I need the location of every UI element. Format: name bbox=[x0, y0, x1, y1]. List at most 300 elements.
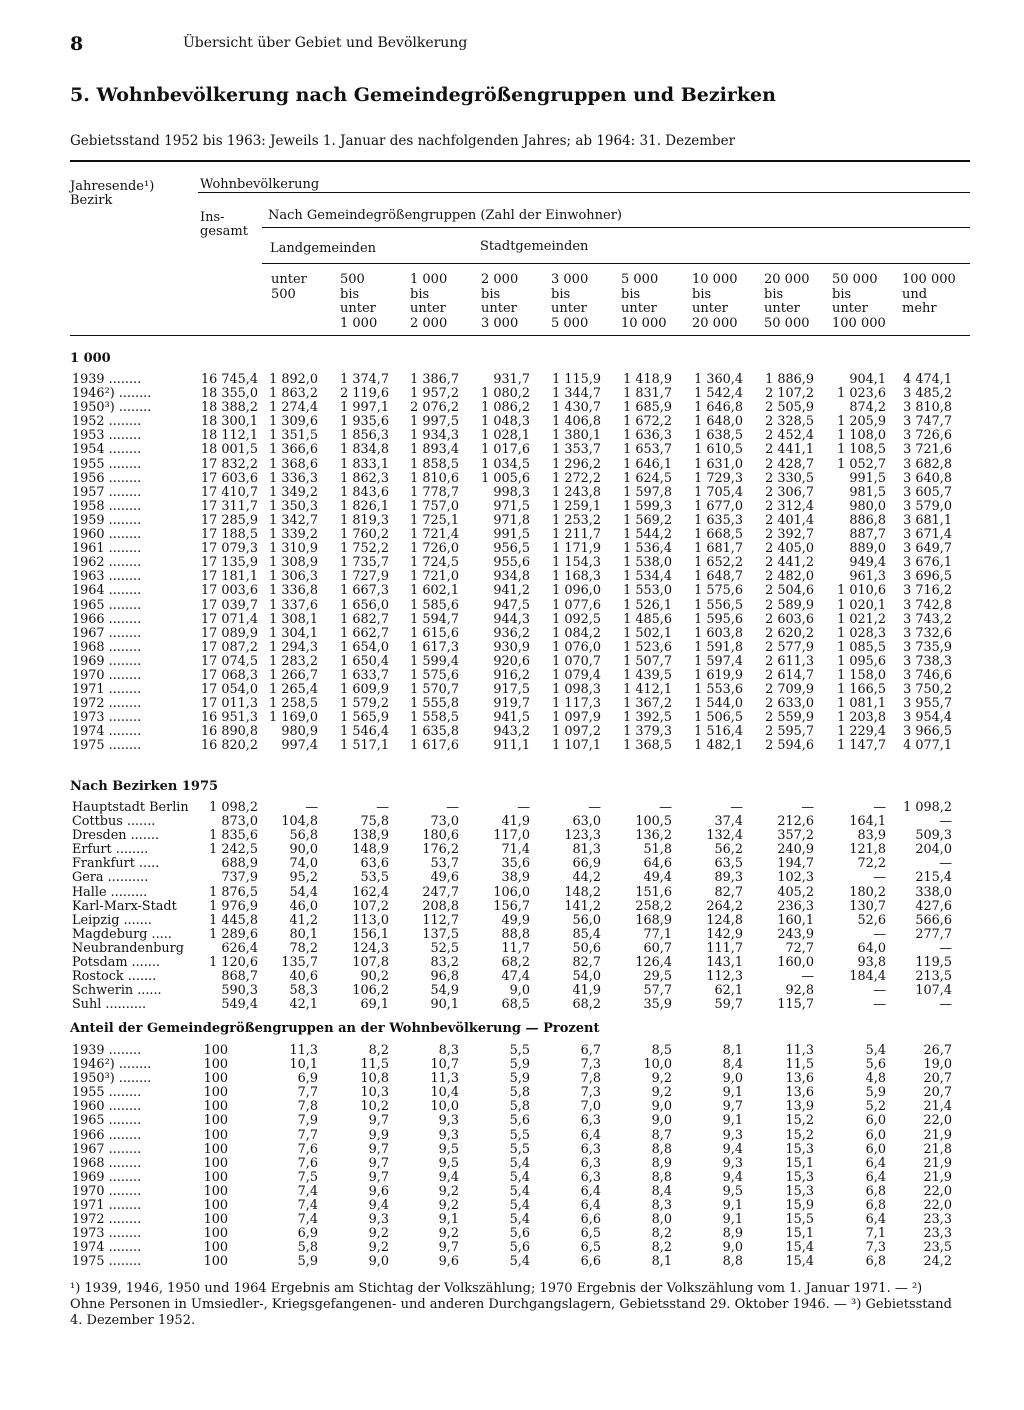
table-row bbox=[72, 443, 972, 457]
column-header-line: unter bbox=[410, 301, 446, 316]
table-cell: 258,2 bbox=[635, 898, 672, 914]
column-header-line: 5 000 bbox=[621, 272, 659, 287]
row-label: 1971 ........ bbox=[72, 1198, 142, 1214]
table-cell: 1 724,5 bbox=[410, 555, 459, 571]
table-cell: 1 843,6 bbox=[340, 484, 389, 500]
table-row bbox=[72, 458, 972, 472]
column-header-line: unter bbox=[621, 301, 657, 316]
table-cell: 119,5 bbox=[915, 955, 952, 971]
table-cell: 6,8 bbox=[865, 1198, 886, 1214]
table-cell: 917,5 bbox=[493, 682, 530, 698]
row-label: 1964 ........ bbox=[72, 583, 142, 599]
table-cell: 3 732,6 bbox=[903, 625, 952, 641]
landgemeinden-header: Landgemeinden bbox=[270, 241, 377, 256]
table-cell: 80,1 bbox=[289, 926, 318, 942]
row-label: 1970 ........ bbox=[72, 1183, 142, 1199]
table-cell: 4 474,1 bbox=[903, 372, 952, 387]
row-label: 1974 ........ bbox=[72, 1240, 142, 1256]
table-cell: 17 071,4 bbox=[201, 611, 258, 627]
table-cell: 6,3 bbox=[580, 1141, 601, 1157]
table-cell: 1 052,7 bbox=[837, 456, 886, 472]
column-header-line: bis bbox=[481, 286, 501, 302]
table-cell: 2 441,1 bbox=[765, 442, 814, 458]
table-cell: 7,8 bbox=[297, 1099, 318, 1115]
table-cell: 4 077,1 bbox=[903, 738, 952, 754]
table-cell: 143,1 bbox=[706, 955, 743, 971]
table-cell: 6,8 bbox=[865, 1183, 886, 1199]
table-row bbox=[72, 500, 972, 514]
table-cell: 156,7 bbox=[493, 898, 530, 914]
table-cell: 16 745,4 bbox=[201, 372, 258, 387]
table-cell: 357,2 bbox=[777, 828, 814, 844]
table-cell: 1 368,5 bbox=[623, 738, 672, 754]
table-cell: 3 681,1 bbox=[903, 512, 952, 528]
table-row bbox=[72, 725, 972, 739]
table-cell: 100 bbox=[203, 1240, 228, 1256]
table-cell: 2 505,9 bbox=[765, 400, 814, 416]
table-cell: 62,1 bbox=[714, 983, 743, 999]
table-cell: 1 538,0 bbox=[623, 555, 672, 571]
table-cell: 1 558,5 bbox=[410, 710, 459, 726]
table-cell: 1 211,7 bbox=[552, 527, 601, 543]
row-label: Potsdam ....... bbox=[72, 955, 161, 971]
table-cell: 9,7 bbox=[722, 1099, 743, 1115]
table-row bbox=[72, 801, 972, 815]
table-cell: 8,1 bbox=[722, 1043, 743, 1058]
table-cell: 3 485,2 bbox=[903, 386, 952, 402]
column-header bbox=[271, 273, 307, 331]
table-cell: 1 243,8 bbox=[552, 484, 601, 500]
row-label: 1955 ........ bbox=[72, 1085, 142, 1101]
table-cell: 1 368,6 bbox=[269, 456, 318, 472]
table-cell: 1 667,3 bbox=[340, 583, 389, 599]
table-cell: 626,4 bbox=[221, 940, 258, 956]
table-cell: 148,9 bbox=[352, 842, 389, 858]
table-cell: 997,4 bbox=[281, 738, 318, 754]
table-cell: 100 bbox=[203, 1169, 228, 1185]
table-cell: 1 412,1 bbox=[623, 682, 672, 698]
table-cell: 10,7 bbox=[430, 1057, 459, 1073]
table-cell: 10,4 bbox=[430, 1085, 459, 1101]
table-cell: 9,7 bbox=[368, 1141, 389, 1157]
table-cell: — bbox=[873, 926, 886, 942]
table-cell: 1 682,7 bbox=[340, 611, 389, 627]
table-row bbox=[72, 514, 972, 528]
table-cell: 64,6 bbox=[643, 856, 672, 872]
column-header-line: 20 000 bbox=[764, 272, 810, 287]
table-cell: 130,7 bbox=[849, 898, 886, 914]
table-cell: — bbox=[801, 800, 814, 815]
table-cell: 17 074,5 bbox=[201, 653, 258, 669]
column-header-line bbox=[271, 302, 307, 317]
table-cell: 78,2 bbox=[289, 940, 318, 956]
table-cell: 1 556,5 bbox=[694, 597, 743, 613]
table-cell: 8,2 bbox=[368, 1043, 389, 1058]
table-cell: — bbox=[376, 800, 389, 815]
table-cell: 1 831,7 bbox=[623, 386, 672, 402]
table-cell: 6,3 bbox=[580, 1155, 601, 1171]
table-cell: 15,1 bbox=[785, 1226, 814, 1242]
table-cell: 8,4 bbox=[722, 1057, 743, 1073]
table-cell: 1 892,0 bbox=[269, 372, 318, 387]
table-cell: 7,3 bbox=[580, 1085, 601, 1101]
table-cell: 1 079,4 bbox=[552, 667, 601, 683]
table-cell: 1 833,1 bbox=[340, 456, 389, 472]
section-heading-bezirke: Nach Bezirken 1975 bbox=[70, 779, 219, 794]
row-label: 1971 ........ bbox=[72, 682, 142, 698]
table-cell: 3 955,7 bbox=[903, 696, 952, 712]
table-cell: 1 757,0 bbox=[410, 498, 459, 514]
table-cell: 100 bbox=[203, 1043, 228, 1058]
table-cell: 82,7 bbox=[572, 955, 601, 971]
table-cell: 100,5 bbox=[635, 814, 672, 830]
table-cell: 887,7 bbox=[849, 527, 886, 543]
table-cell: 72,2 bbox=[857, 856, 886, 872]
table-cell: 2 312,4 bbox=[765, 498, 814, 514]
table-cell: 102,3 bbox=[777, 870, 814, 886]
column-header-line: 1 000 bbox=[410, 272, 448, 287]
table-row bbox=[72, 871, 972, 885]
table-row bbox=[72, 886, 972, 900]
row-label: Karl-Marx-Stadt bbox=[72, 898, 177, 914]
table-row bbox=[72, 998, 972, 1012]
table-cell: 11,5 bbox=[360, 1057, 389, 1073]
table-cell: 75,8 bbox=[360, 814, 389, 830]
table-cell: 1 379,3 bbox=[623, 724, 672, 740]
table-cell: 6,4 bbox=[580, 1183, 601, 1199]
table-cell: 21,9 bbox=[923, 1169, 952, 1185]
table-cell: 1 858,5 bbox=[410, 456, 459, 472]
table-cell: 1 096,0 bbox=[552, 583, 601, 599]
table-cell: 2 428,7 bbox=[765, 456, 814, 472]
table-cell: 9,0 bbox=[651, 1113, 672, 1129]
table-cell: 1 668,5 bbox=[694, 527, 743, 543]
table-cell: 90,1 bbox=[430, 997, 459, 1013]
table-row bbox=[72, 683, 972, 697]
table-cell: 1 575,6 bbox=[694, 583, 743, 599]
table-cell: 121,8 bbox=[849, 842, 886, 858]
table-row bbox=[72, 984, 972, 998]
table-cell: 955,6 bbox=[493, 555, 530, 571]
table-cell: 15,2 bbox=[785, 1113, 814, 1129]
table-cell: 66,9 bbox=[572, 856, 601, 872]
table-cell: 1 310,9 bbox=[269, 541, 318, 557]
table-cell: 13,6 bbox=[785, 1085, 814, 1101]
table-cell: 1 360,4 bbox=[694, 372, 743, 387]
row-label: 1968 ........ bbox=[72, 1155, 142, 1171]
table-cell: 17 011,3 bbox=[201, 696, 258, 712]
table-cell: 117,0 bbox=[493, 828, 530, 844]
table-cell: 1 876,5 bbox=[209, 884, 258, 900]
table-cell: 9,5 bbox=[722, 1183, 743, 1199]
table-cell: 6,4 bbox=[580, 1198, 601, 1214]
table-cell: 112,3 bbox=[706, 969, 743, 985]
table-cell: 889,0 bbox=[849, 541, 886, 557]
table-subtitle: Gebietsstand 1952 bis 1963: Jeweils 1. Januar des nachfolgenden Jahres; ab 1964: 31. Dezember bbox=[70, 133, 736, 149]
table-row bbox=[72, 1185, 972, 1199]
section-heading-prozent: Anteil der Gemeindegrößengruppen an der Wohnbevölkerung — Prozent bbox=[70, 1021, 600, 1036]
row-label: 1968 ........ bbox=[72, 639, 142, 655]
table-row bbox=[72, 528, 972, 542]
table-cell: 1 028,1 bbox=[481, 428, 530, 444]
column-header-line: 1 000 bbox=[340, 315, 378, 331]
row-label: 1967 ........ bbox=[72, 1141, 142, 1157]
table-cell: 1 570,7 bbox=[410, 682, 459, 698]
table-cell: 1 115,9 bbox=[552, 372, 601, 387]
table-cell: 1 386,7 bbox=[410, 372, 459, 387]
table-row bbox=[72, 711, 972, 725]
row-label: 1973 ........ bbox=[72, 1226, 142, 1242]
table-cell: 9,7 bbox=[368, 1169, 389, 1185]
table-cell: 1 023,6 bbox=[837, 386, 886, 402]
table-cell: 2 482,0 bbox=[765, 569, 814, 585]
table-row bbox=[72, 655, 972, 669]
table-cell: 68,2 bbox=[501, 955, 530, 971]
table-cell: 100 bbox=[203, 1226, 228, 1242]
row-label: 1946²) ........ bbox=[72, 1057, 152, 1073]
table-cell: 19,0 bbox=[923, 1057, 952, 1073]
table-cell: 142,9 bbox=[706, 926, 743, 942]
table-cell: 1 274,4 bbox=[269, 400, 318, 416]
table-cell: 83,9 bbox=[857, 828, 886, 844]
table-row bbox=[72, 429, 972, 443]
table-cell: 11,3 bbox=[289, 1043, 318, 1058]
table-cell: 1 591,8 bbox=[694, 639, 743, 655]
column-header-line: bis bbox=[692, 286, 712, 302]
table-cell: 96,8 bbox=[430, 969, 459, 985]
table-cell: — bbox=[939, 997, 952, 1013]
table-cell: 9,2 bbox=[438, 1198, 459, 1214]
table-cell: 1 735,7 bbox=[340, 555, 389, 571]
table-cell: 15,3 bbox=[785, 1169, 814, 1185]
table-row bbox=[72, 1129, 972, 1143]
column-header-line: mehr bbox=[902, 301, 937, 316]
table-cell: 126,4 bbox=[635, 955, 672, 971]
table-cell: 1 308,1 bbox=[269, 611, 318, 627]
column-header-line: 50 000 bbox=[764, 315, 810, 331]
table-cell: — bbox=[659, 800, 672, 815]
table-cell: 5,9 bbox=[865, 1085, 886, 1101]
table-cell: 52,5 bbox=[430, 940, 459, 956]
table-cell: 20,7 bbox=[923, 1071, 952, 1087]
table-cell: 2 452,4 bbox=[765, 428, 814, 444]
table-cell: 1 646,8 bbox=[694, 400, 743, 416]
table-cell: 5,6 bbox=[509, 1240, 530, 1256]
table-cell: 5,6 bbox=[509, 1113, 530, 1129]
table-cell: 2 405,0 bbox=[765, 541, 814, 557]
table-cell: 9,0 bbox=[651, 1099, 672, 1115]
table-cell: 1 289,6 bbox=[209, 926, 258, 942]
row-label: Leipzig ....... bbox=[72, 912, 152, 928]
table-cell: 981,5 bbox=[849, 484, 886, 500]
table-body-prozent bbox=[72, 1044, 972, 1270]
table-cell: 115,7 bbox=[777, 997, 814, 1013]
table-cell: 68,5 bbox=[501, 997, 530, 1013]
column-header bbox=[410, 273, 447, 331]
table-cell: 85,4 bbox=[572, 926, 601, 942]
table-row bbox=[72, 486, 972, 500]
column-header bbox=[481, 273, 518, 331]
table-cell: 2 633,0 bbox=[765, 696, 814, 712]
table-cell: 3 742,8 bbox=[903, 597, 952, 613]
table-cell: 1 681,7 bbox=[694, 541, 743, 557]
table-cell: 1 392,5 bbox=[623, 710, 672, 726]
table-cell: 9,1 bbox=[722, 1198, 743, 1214]
table-row bbox=[72, 584, 972, 598]
table-cell: 5,4 bbox=[509, 1169, 530, 1185]
column-header-line: 3 000 bbox=[551, 272, 589, 287]
column-header-line: bis bbox=[410, 286, 430, 302]
table-row bbox=[72, 1227, 972, 1241]
column-header-line: bis bbox=[832, 286, 852, 302]
row-label: Erfurt ........ bbox=[72, 842, 149, 858]
table-cell: 18 300,1 bbox=[201, 414, 258, 430]
table-cell: 1 653,7 bbox=[623, 442, 672, 458]
table-cell: 3 605,7 bbox=[903, 484, 952, 500]
table-cell: 180,6 bbox=[422, 828, 459, 844]
table-cell: 2 401,4 bbox=[765, 512, 814, 528]
table-cell: 277,7 bbox=[915, 926, 952, 942]
table-cell: 1 028,3 bbox=[837, 625, 886, 641]
table-row bbox=[72, 1058, 972, 1072]
table-cell: 991,5 bbox=[849, 470, 886, 486]
table-cell: — bbox=[939, 814, 952, 830]
table-cell: 11,3 bbox=[785, 1043, 814, 1058]
table-cell: 9,4 bbox=[368, 1198, 389, 1214]
table-cell: 6,3 bbox=[580, 1169, 601, 1185]
table-cell: 9,2 bbox=[438, 1226, 459, 1242]
row-label: 1953 ........ bbox=[72, 428, 142, 444]
table-cell: 5,5 bbox=[509, 1127, 530, 1143]
table-cell: 3 671,4 bbox=[903, 527, 952, 543]
table-cell: 1 721,4 bbox=[410, 527, 459, 543]
table-cell: 88,8 bbox=[501, 926, 530, 942]
table-cell: 9,4 bbox=[722, 1141, 743, 1157]
table-cell: 7,4 bbox=[297, 1198, 318, 1214]
row-label: 1946²) ........ bbox=[72, 386, 152, 402]
table-cell: 81,3 bbox=[572, 842, 601, 858]
table-cell: 1 120,6 bbox=[209, 955, 258, 971]
table-cell: 1 727,9 bbox=[340, 569, 389, 585]
table-row bbox=[72, 928, 972, 942]
table-cell: 1 084,2 bbox=[552, 625, 601, 641]
table-cell: 1 166,5 bbox=[837, 682, 886, 698]
row-label: 1969 ........ bbox=[72, 1169, 142, 1185]
table-cell: — bbox=[873, 800, 886, 815]
row-label: 1974 ........ bbox=[72, 724, 142, 740]
table-cell: 1 506,5 bbox=[694, 710, 743, 726]
table-cell: 15,4 bbox=[785, 1254, 814, 1270]
row-label: 1960 ........ bbox=[72, 1099, 142, 1115]
table-cell: 7,4 bbox=[297, 1183, 318, 1199]
row-label: Hauptstadt Berlin bbox=[72, 800, 189, 815]
table-cell: 868,7 bbox=[221, 969, 258, 985]
table-row bbox=[72, 1241, 972, 1255]
table-cell: 215,4 bbox=[915, 870, 952, 886]
table-cell: 3 746,6 bbox=[903, 667, 952, 683]
table-cell: 1 957,2 bbox=[410, 386, 459, 402]
table-cell: 5,9 bbox=[509, 1071, 530, 1087]
stub-header-1: Jahresende¹) bbox=[70, 179, 155, 194]
table-cell: 104,8 bbox=[281, 814, 318, 830]
table-cell: 8,9 bbox=[722, 1226, 743, 1242]
table-cell: — bbox=[939, 856, 952, 872]
table-cell: 1 544,0 bbox=[694, 696, 743, 712]
column-header-line: bis bbox=[621, 286, 641, 302]
table-cell: 9,1 bbox=[438, 1212, 459, 1228]
table-row bbox=[72, 815, 972, 829]
table-cell: 1 048,3 bbox=[481, 414, 530, 430]
column-header-line: 500 bbox=[340, 272, 365, 287]
table-cell: 2 595,7 bbox=[765, 724, 814, 740]
row-label: 1955 ........ bbox=[72, 456, 142, 472]
row-label: 1965 ........ bbox=[72, 1113, 142, 1129]
row-label: 1950³) ........ bbox=[72, 1071, 152, 1087]
table-row bbox=[72, 1213, 972, 1227]
table-cell: 41,2 bbox=[289, 912, 318, 928]
row-label: 1957 ........ bbox=[72, 484, 142, 500]
table-cell: 123,3 bbox=[564, 828, 601, 844]
row-label: Schwerin ...... bbox=[72, 983, 162, 999]
table-cell: 56,2 bbox=[714, 842, 743, 858]
groessen-header: Nach Gemeindegrößengruppen (Zahl der Einwohner) bbox=[268, 208, 622, 223]
table-cell: 1 834,8 bbox=[340, 442, 389, 458]
table-cell: 1 677,0 bbox=[694, 498, 743, 514]
row-label: Rostock ....... bbox=[72, 969, 157, 985]
table-cell: 18 388,2 bbox=[201, 400, 258, 416]
table-body-years bbox=[72, 373, 972, 754]
table-cell: 1 575,6 bbox=[410, 667, 459, 683]
table-cell: 100 bbox=[203, 1071, 228, 1087]
table-cell: 1 171,9 bbox=[552, 541, 601, 557]
table-cell: 7,6 bbox=[297, 1155, 318, 1171]
table-cell: 8,8 bbox=[651, 1169, 672, 1185]
table-cell: 9,5 bbox=[438, 1141, 459, 1157]
row-label: 1954 ........ bbox=[72, 442, 142, 458]
table-cell: 9,1 bbox=[722, 1212, 743, 1228]
table-cell: 10,0 bbox=[643, 1057, 672, 1073]
row-label: 1960 ........ bbox=[72, 527, 142, 543]
row-label: 1956 ........ bbox=[72, 470, 142, 486]
page-title: 5. Wohnbevölkerung nach Gemeindegrößengruppen und Bezirken bbox=[70, 84, 776, 106]
table-row bbox=[72, 415, 972, 429]
table-cell: 7,4 bbox=[297, 1212, 318, 1228]
table-cell: 931,7 bbox=[493, 372, 530, 387]
column-header-line: unter bbox=[551, 301, 587, 316]
table-cell: 100 bbox=[203, 1099, 228, 1115]
table-cell: 427,6 bbox=[915, 898, 952, 914]
column-header-line: 3 000 bbox=[481, 315, 519, 331]
table-cell: 1 721,0 bbox=[410, 569, 459, 585]
table-cell: 3 966,5 bbox=[903, 724, 952, 740]
table-cell: 49,4 bbox=[643, 870, 672, 886]
table-cell: 1 351,5 bbox=[269, 428, 318, 444]
table-row bbox=[72, 570, 972, 584]
table-cell: 590,3 bbox=[221, 983, 258, 999]
column-header-line: bis bbox=[340, 286, 360, 302]
table-cell: 3 579,0 bbox=[903, 498, 952, 514]
table-cell: 162,4 bbox=[352, 884, 389, 900]
table-cell: 10,2 bbox=[360, 1099, 389, 1115]
table-cell: 1 108,0 bbox=[837, 428, 886, 444]
table-cell: 1 158,0 bbox=[837, 667, 886, 683]
table-cell: 1 617,3 bbox=[410, 639, 459, 655]
table-cell: 6,7 bbox=[580, 1043, 601, 1058]
row-label: 1939 ........ bbox=[72, 372, 142, 387]
table-cell: 2 306,7 bbox=[765, 484, 814, 500]
table-cell: 1 205,9 bbox=[837, 414, 886, 430]
table-cell: 2 559,9 bbox=[765, 710, 814, 726]
